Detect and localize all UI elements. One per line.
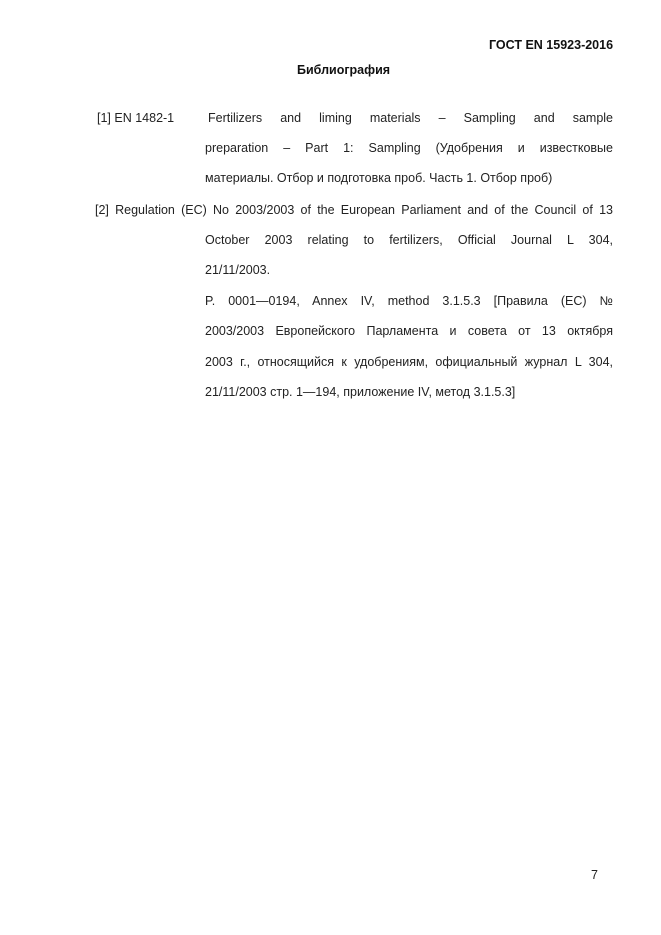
reference-2-label: [2] Regulation (EC) No 2003/2003 of the European Parliament and of the Council of 13 [95, 203, 613, 217]
reference-2-line-3: P. 0001—0194, Annex IV, method 3.1.5.3 [Правила (EC) № [205, 294, 613, 308]
reference-2-line-6: 21/11/2003 стр. 1—194, приложение IV, метод 3.1.5.3] [205, 385, 516, 399]
reference-2-line-4: 2003/2003 Европейского Парламента и совета от 13 октября [205, 324, 613, 338]
reference-2-line-5: 2003 г., относящийся к удобрениям, официальный журнал L 304, [205, 355, 613, 369]
reference-1-line-3: материалы. Отбор и подготовка проб. Часть 1. Отбор проб) [205, 171, 553, 185]
reference-1-line-2: preparation – Part 1: Sampling (Удобрения и известковые [205, 141, 613, 155]
reference-1-label: [1] EN 1482-1 [97, 111, 175, 125]
reference-1-line-1: Fertilizers and liming materials – Sampling and sample [208, 111, 613, 125]
reference-2-line-2: 21/11/2003. [205, 263, 271, 277]
reference-2-line-1: October 2003 relating to fertilizers, Official Journal L 304, [205, 233, 613, 247]
standard-code-header: ГОСТ EN 15923-2016 [489, 38, 614, 52]
page-number: 7 [591, 868, 598, 882]
page-title: Библиография [297, 63, 391, 77]
